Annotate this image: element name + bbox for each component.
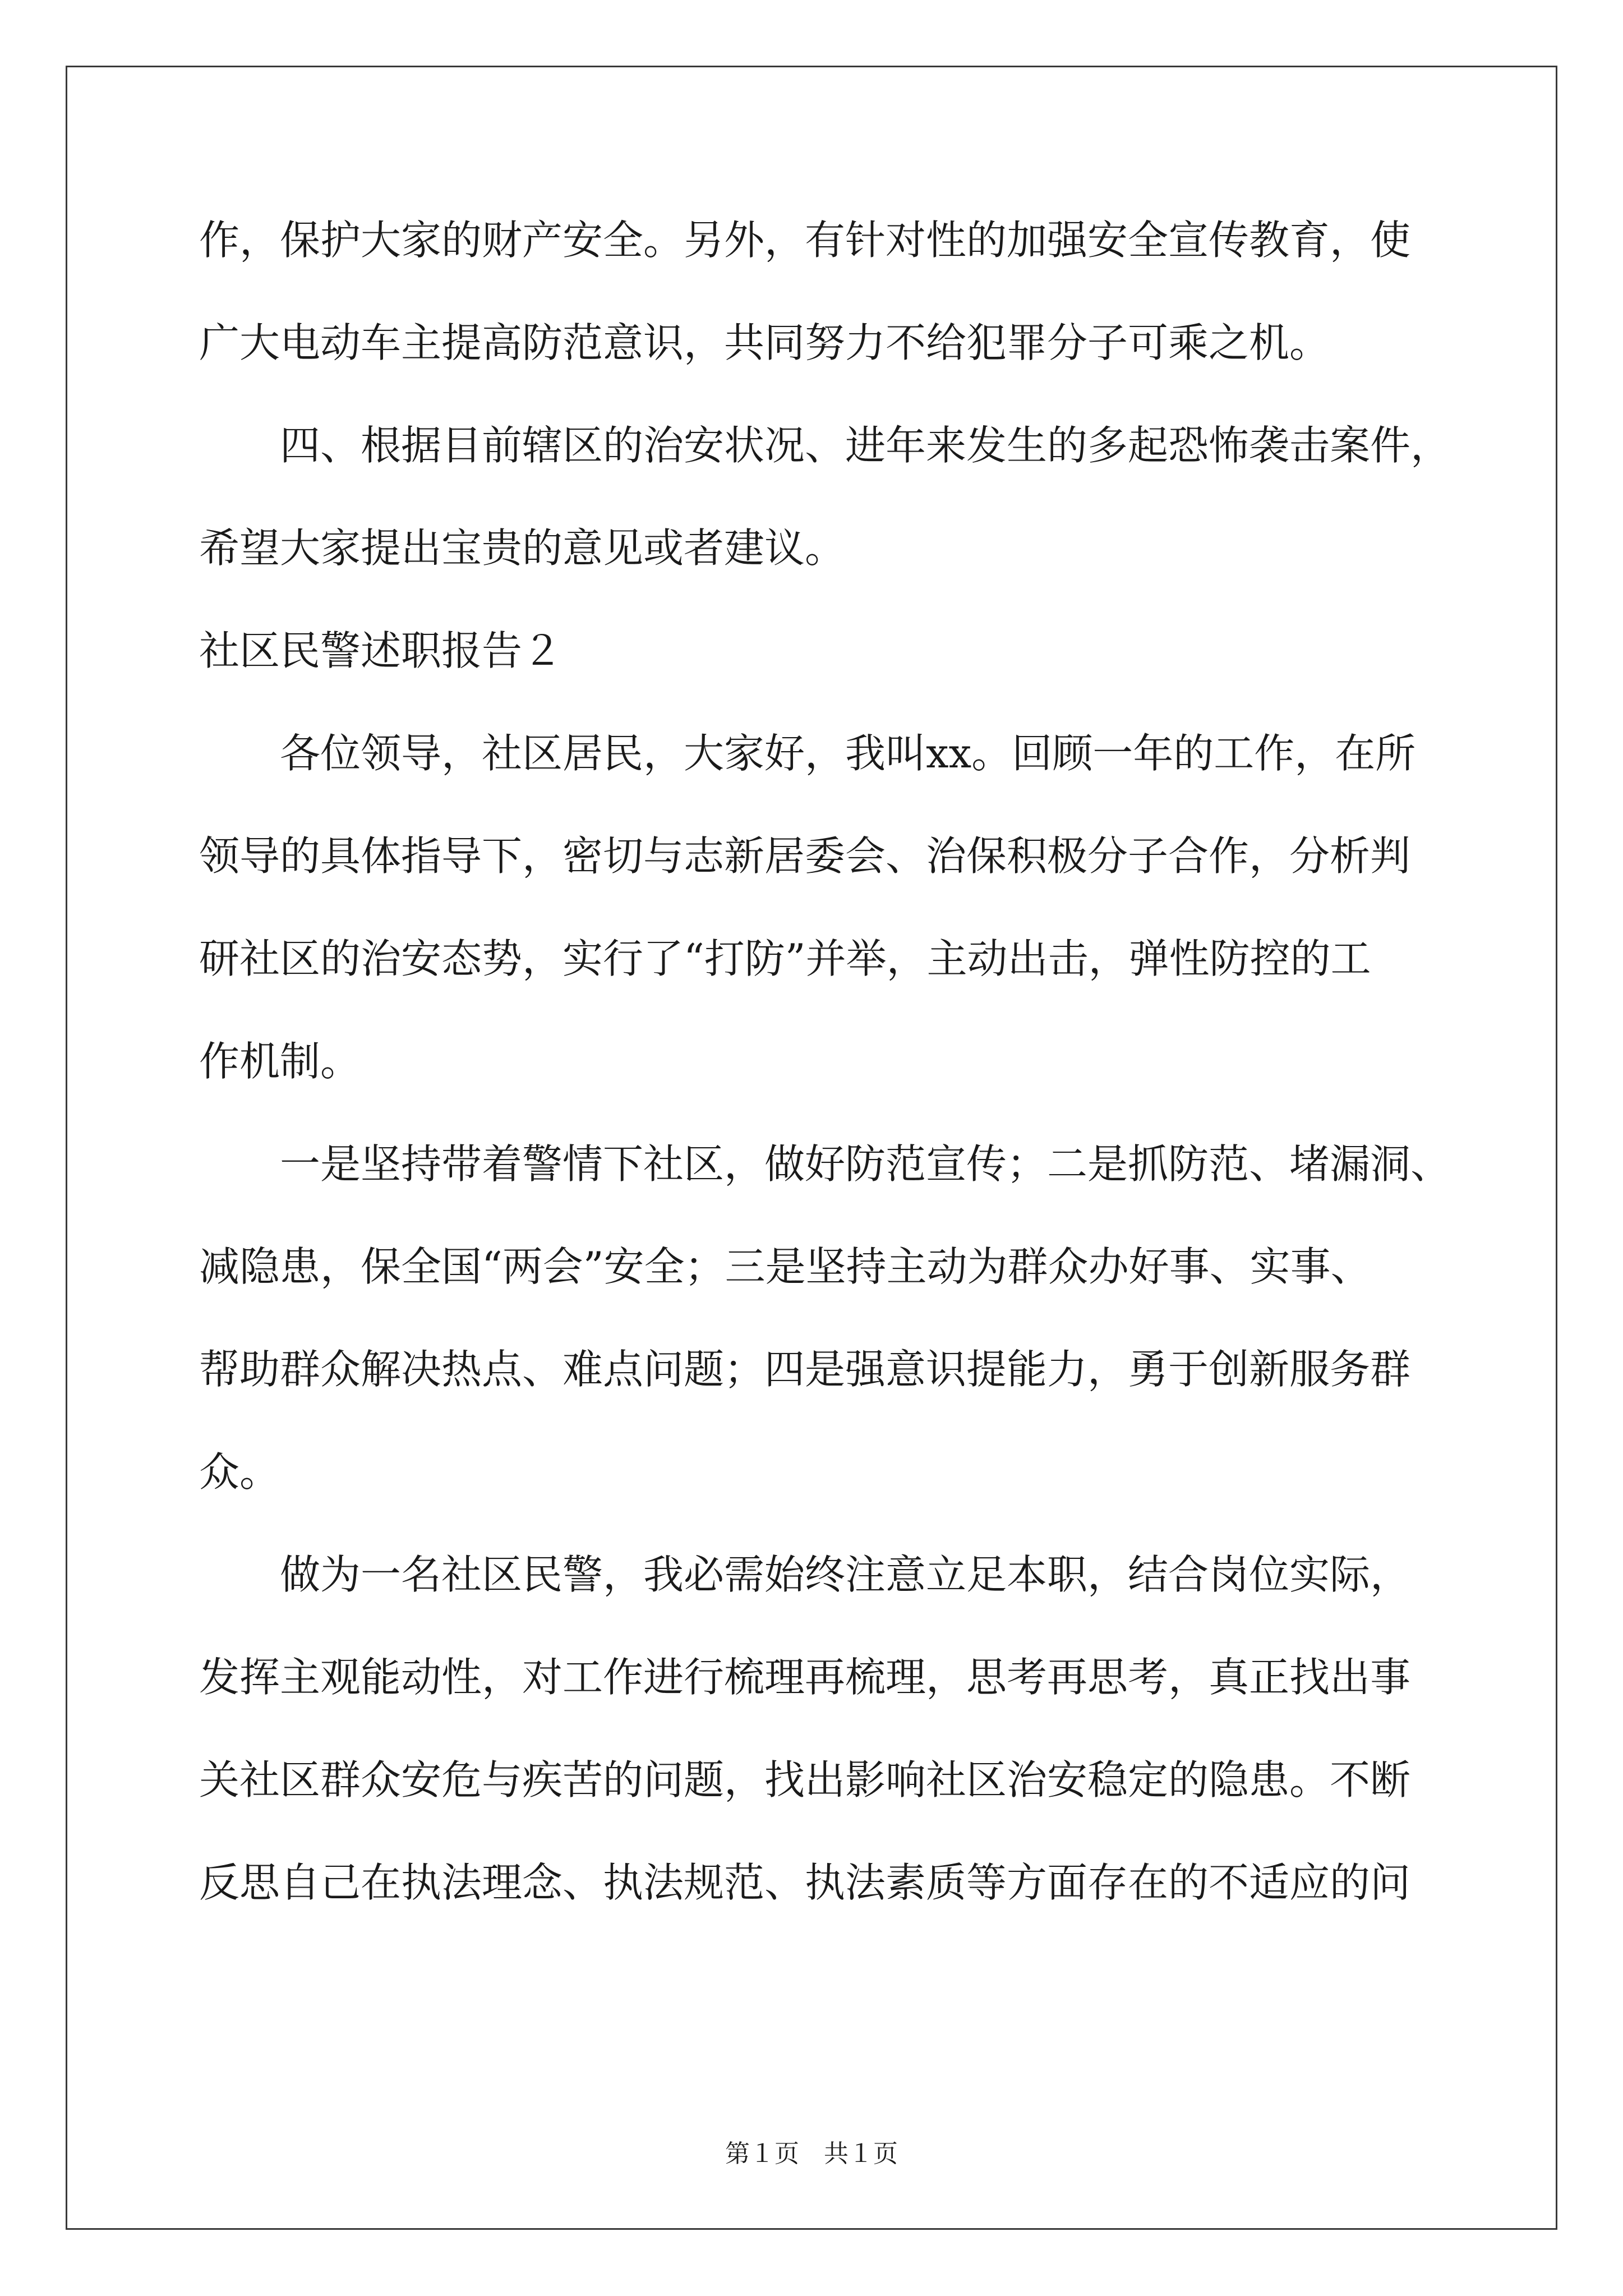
paragraph-line: 做为一名社区民警，我必需始终注意立足本职，结合岗位实际， [280,1551,1411,1598]
paragraph-line: 各位领导，社区居民，大家好，我叫xx。回顾一年的工作，在所 [280,730,1416,777]
text-line: 领导的具体指导下，密切与志新居委会、治保积极分子合作，分析判 [199,832,1411,880]
text-line: 希望大家提出宝贵的意见或者建议。 [199,524,846,572]
page-number-footer: 第１页 共１页 [725,2139,898,2168]
paragraph-line: 一是坚持带着警情下社区，做好防范宣传；二是抓防范、堵漏洞、 [280,1140,1451,1188]
text-line: 减隐患，保全国“两会”安全；三是坚持主动为群众办好事、实事、 [199,1243,1371,1290]
paragraph-line: 四、根据目前辖区的治安状况、进年来发生的多起恐怖袭击案件， [280,422,1451,469]
text-line: 帮助群众解决热点、难点问题；四是强意识提能力，勇于创新服务群 [199,1346,1411,1393]
text-line: 作，保护大家的财产安全。另外，有针对性的加强安全宣传教育，使 [199,217,1411,264]
text-line: 反思自己在执法理念、执法规范、执法素质等方面存在的不适应的问 [199,1859,1411,1906]
text-line: 众。 [199,1448,280,1496]
text-line: 研社区的治安态势，实行了“打防”并举，主动出击，弹性防控的工 [199,935,1371,982]
text-line: 关社区群众安危与疾苦的问题，找出影响社区治安稳定的隐患。不断 [199,1756,1411,1803]
text-line: 发挥主观能动性，对工作进行梳理再梳理，思考再思考，真正找出事 [199,1654,1411,1701]
section-heading: 社区民警述职报告２ [199,627,563,674]
text-line: 广大电动车主提高防范意识，共同努力不给犯罪分子可乘之机。 [199,319,1330,366]
text-line: 作机制。 [199,1038,361,1085]
